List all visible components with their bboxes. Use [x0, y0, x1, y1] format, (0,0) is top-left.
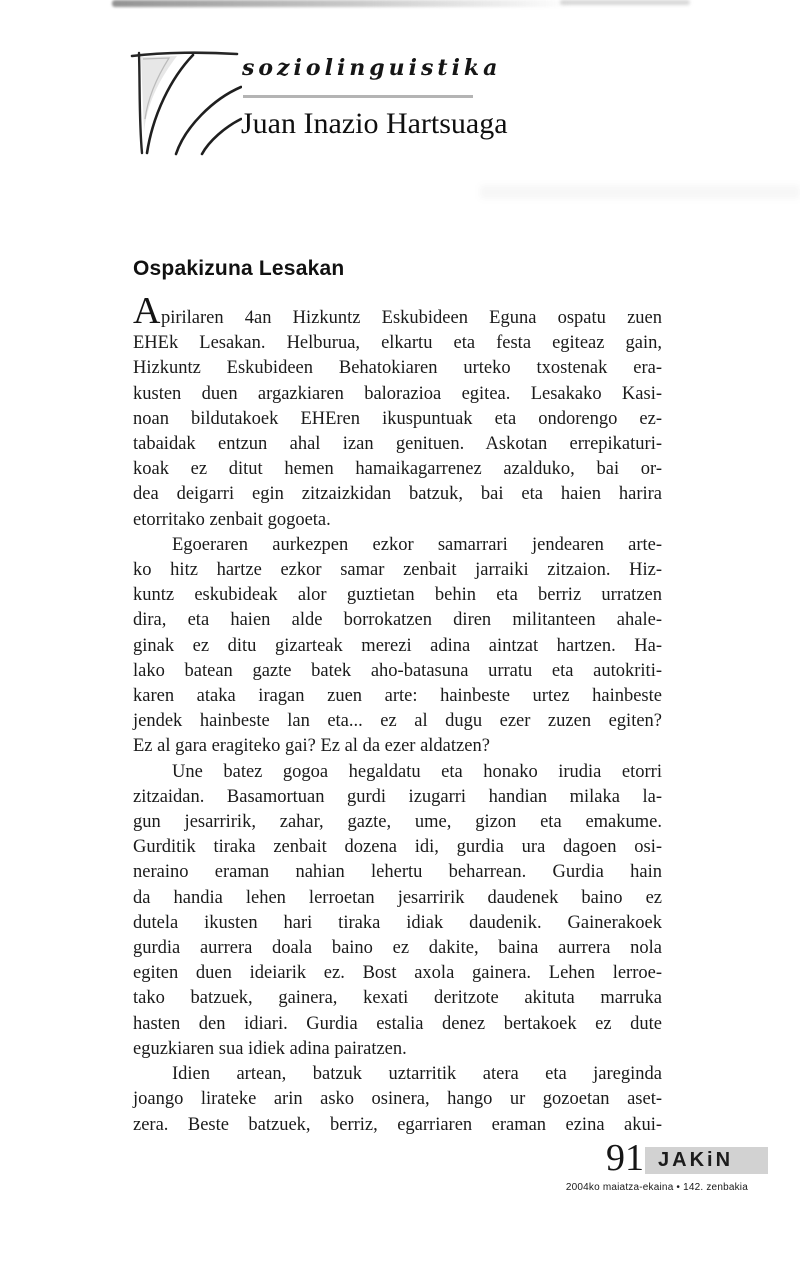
body-line: da handia lehen lerroetan jesarririk daudenek baino ez — [133, 887, 662, 908]
body-line: tabaidak entzun ahal izan genituen. Askotan errepikaturi- — [133, 434, 662, 455]
journal-name-box — [645, 1147, 768, 1174]
body-line: joango lirateke arin asko osinera, hango ur gozoetan aset- — [133, 1089, 662, 1110]
body-line: Egoeraren aurkezpen ezkor samarrari jendearen arte- — [172, 534, 662, 555]
body-line: dira, eta haien alde borrokatzen diren militanteen ahale- — [133, 610, 662, 631]
body-line: zera. Beste batzuek, berriz, egarriaren eraman ezina akui- — [133, 1114, 662, 1135]
body-line: noan bildutakoek EHEren ikuspuntuak eta ondorengo ez- — [133, 408, 662, 429]
jakin-corner-logo — [130, 46, 242, 158]
body-line: dea deigarri egin zitzaizkidan batzuk, bai eta haien harira — [133, 484, 662, 505]
body-line: Apirilaren 4an Hizkuntz Eskubideen Eguna ospatu zuen — [133, 290, 662, 332]
body-line: Hizkuntz Eskubideen Behatokiaren urteko txostenak era- — [133, 358, 662, 379]
body-line: kusten duen argazkiaren balorazioa egitea. Lesakako Kasi- — [133, 383, 662, 404]
body-line: jendek hainbeste lan eta... ez al dugu ezer zuzen egiten? — [133, 711, 662, 732]
body-line: karen ataka iragan zuen arte: hainbeste urtez hainbeste — [133, 686, 662, 707]
body-line: lako batean gazte batek aho-batasuna urratu eta autokriti- — [133, 660, 662, 681]
body-line: gun jesarririk, zahar, gazte, ume, gizon eta emakume. — [133, 812, 662, 833]
body-line: zitzaidan. Basamortuan gurdi izugarri handian milaka la- — [133, 786, 662, 807]
body-line: Ez al gara eragiteko gai? Ez al da ezer aldatzen? — [133, 736, 490, 757]
body-line: neraino eraman nahian lehertu beharrean. Gurdia hain — [133, 862, 662, 883]
article-heading: Ospakizuna Lesakan — [133, 257, 345, 280]
body-line: koak ez ditut hemen hamaikagarrenez azalduko, bai or- — [133, 459, 662, 480]
body-line: ko hitz hartze ezkor samar zenbait jarraiki zitzaion. Hiz- — [133, 560, 662, 581]
issue-info: 2004ko maiatza-ekaina • 142. zenbakia — [565, 1182, 748, 1193]
body-line: Une batez gogoa hegaldatu eta honako irudia etorri — [172, 761, 662, 782]
body-line: tako batzuek, gainera, kexati deritzote akituta marruka — [133, 988, 662, 1009]
body-line: hasten den idiari. Gurdia estalia denez bertakoek ez dute — [133, 1013, 662, 1034]
page-number: 91 — [606, 1137, 644, 1179]
header-divider — [243, 95, 473, 98]
scan-noise-artifact — [560, 0, 690, 5]
body-line: etorritako zenbait gogoeta. — [133, 509, 331, 530]
author-name: Juan Inazio Hartsuaga — [241, 107, 508, 140]
body-line: egiten duen ideiarik ez. Bost axola gainera. Lehen lerroe- — [133, 963, 662, 984]
scan-noise-artifact — [112, 0, 572, 7]
scan-noise-band — [480, 185, 800, 199]
body-line: kuntz eskubideak alor guztietan behin eta berriz urratzen — [133, 585, 662, 606]
article-body — [133, 290, 662, 1138]
section-title: soziolinguistika — [242, 55, 502, 81]
body-line: gurdia aurrera doala baino ez dakite, baina aurrera nola — [133, 938, 662, 959]
body-line: dutela ikusten hari tiraka idiak daudenik. Gainerakoek — [133, 912, 662, 933]
body-line: Idien artean, batzuk uztarritik atera eta jareginda — [172, 1064, 662, 1085]
body-line: Gurditik tiraka zenbait dozena idi, gurdia ura dagoen osi- — [133, 837, 662, 858]
body-line: ginak ez ditu gizarteak merezi adina aintzat hartzen. Ha- — [133, 635, 662, 656]
dropcap-initial: A — [133, 290, 161, 332]
body-line: eguzkiaren sua idiek adina pairatzen. — [133, 1038, 407, 1059]
body-line: EHEk Lesakan. Helburua, elkartu eta festa egiteaz gain, — [133, 333, 662, 354]
journal-name: JAKiN — [658, 1149, 734, 1171]
